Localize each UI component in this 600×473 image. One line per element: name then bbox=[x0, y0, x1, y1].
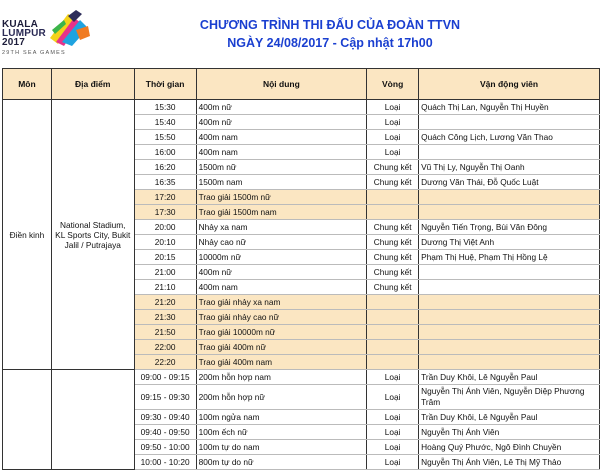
round-cell: Chung kết bbox=[367, 235, 419, 250]
table-header-row bbox=[3, 69, 600, 100]
time-cell: 17:20 bbox=[134, 190, 196, 205]
sport-cell bbox=[3, 370, 52, 470]
time-cell: 09:40 - 09:50 bbox=[134, 425, 196, 440]
time-cell: 22:00 bbox=[134, 340, 196, 355]
round-cell: Chung kết bbox=[367, 160, 419, 175]
time-cell: 16:35 bbox=[134, 175, 196, 190]
time-cell: 22:20 bbox=[134, 355, 196, 370]
time-cell: 15:40 bbox=[134, 115, 196, 130]
event-cell: 400m nam bbox=[196, 280, 367, 295]
venue-cell bbox=[51, 370, 134, 470]
event-cell: Trao giải 400m nữ bbox=[196, 340, 367, 355]
event-cell: 800m tự do nữ bbox=[196, 455, 367, 470]
event-cell: 10000m nữ bbox=[196, 250, 367, 265]
time-cell: 09:00 - 09:15 bbox=[134, 370, 196, 385]
venue-cell: National Stadium, KL Sports City, Bukit Jalil / Putrajaya bbox=[51, 100, 134, 370]
page-title: CHƯƠNG TRÌNH THI ĐẤU CỦA ĐOÀN TTVN bbox=[199, 18, 461, 32]
time-cell: 21:50 bbox=[134, 325, 196, 340]
schedule-table bbox=[2, 68, 600, 470]
athletes-cell bbox=[419, 355, 600, 370]
event-cell: Trao giải 10000m nữ bbox=[196, 325, 367, 340]
time-cell: 21:30 bbox=[134, 310, 196, 325]
athletes-cell bbox=[419, 190, 600, 205]
time-cell: 15:30 bbox=[134, 100, 196, 115]
col-header-event: Nội dung bbox=[196, 69, 367, 100]
athletes-cell: Vũ Thị Ly, Nguyễn Thị Oanh bbox=[419, 160, 600, 175]
time-cell: 09:50 - 10:00 bbox=[134, 440, 196, 455]
round-cell bbox=[367, 190, 419, 205]
event-cell: 400m nữ bbox=[196, 100, 367, 115]
time-cell: 16:20 bbox=[134, 160, 196, 175]
event-cell: Nhảy cao nữ bbox=[196, 235, 367, 250]
round-cell: Loại bbox=[367, 385, 419, 410]
time-cell: 20:10 bbox=[134, 235, 196, 250]
athletes-cell: Dương Văn Thái, Đỗ Quốc Luật bbox=[419, 175, 600, 190]
athletes-cell: Dương Thị Việt Anh bbox=[419, 235, 600, 250]
sea-games-logo bbox=[2, 8, 94, 60]
event-cell: 400m nam bbox=[196, 130, 367, 145]
time-cell: 17:30 bbox=[134, 205, 196, 220]
round-cell: Chung kết bbox=[367, 280, 419, 295]
athletes-cell bbox=[419, 295, 600, 310]
round-cell: Loại bbox=[367, 145, 419, 160]
round-cell bbox=[367, 310, 419, 325]
event-cell: Trao giải 400m nam bbox=[196, 355, 367, 370]
event-cell: 400m nữ bbox=[196, 115, 367, 130]
round-cell: Loại bbox=[367, 425, 419, 440]
athletes-cell bbox=[419, 115, 600, 130]
athletes-cell bbox=[419, 265, 600, 280]
time-cell: 21:10 bbox=[134, 280, 196, 295]
col-header-sport: Môn bbox=[3, 69, 52, 100]
athletes-cell bbox=[419, 145, 600, 160]
event-cell: 400m nam bbox=[196, 145, 367, 160]
round-cell: Loại bbox=[367, 100, 419, 115]
athletes-cell: Quách Thị Lan, Nguyễn Thị Huyền bbox=[419, 100, 600, 115]
time-cell: 21:00 bbox=[134, 265, 196, 280]
time-cell: 16:00 bbox=[134, 145, 196, 160]
athletes-cell: Nguyễn Thị Ánh Viên bbox=[419, 425, 600, 440]
time-cell: 20:00 bbox=[134, 220, 196, 235]
event-cell: Trao giải 1500m nữ bbox=[196, 190, 367, 205]
round-cell: Chung kết bbox=[367, 220, 419, 235]
event-cell: 200m hỗn hợp nam bbox=[196, 370, 367, 385]
table-row bbox=[3, 100, 600, 115]
athletes-cell: Nguyễn Thị Ánh Viên, Lê Thị Mỹ Thảo bbox=[419, 455, 600, 470]
round-cell: Chung kết bbox=[367, 175, 419, 190]
col-header-round: Vòng bbox=[367, 69, 419, 100]
event-cell: Trao giải nhảy cao nữ bbox=[196, 310, 367, 325]
athletes-cell bbox=[419, 205, 600, 220]
round-cell bbox=[367, 295, 419, 310]
round-cell: Loại bbox=[367, 115, 419, 130]
event-cell: Trao giải nhảy xa nam bbox=[196, 295, 367, 310]
athletes-cell: Nguyễn Thị Ánh Viên, Nguyễn Diệp Phương Trâm bbox=[419, 385, 600, 410]
logo-subtitle: 29TH SEA GAMES bbox=[2, 50, 66, 56]
time-cell: 20:15 bbox=[134, 250, 196, 265]
event-cell: 200m hỗn hợp nữ bbox=[196, 385, 367, 410]
time-cell: 09:30 - 09:40 bbox=[134, 410, 196, 425]
athletes-cell bbox=[419, 325, 600, 340]
logo-line2: LUMPUR bbox=[2, 28, 46, 39]
event-cell: Trao giải 1500m nam bbox=[196, 205, 367, 220]
event-cell: 1500m nam bbox=[196, 175, 367, 190]
event-cell: 100m tự do nam bbox=[196, 440, 367, 455]
round-cell bbox=[367, 355, 419, 370]
athletes-cell bbox=[419, 280, 600, 295]
event-cell: 100m ngửa nam bbox=[196, 410, 367, 425]
time-cell: 09:15 - 09:30 bbox=[134, 385, 196, 410]
athletes-cell: Trần Duy Khôi, Lê Nguyễn Paul bbox=[419, 410, 600, 425]
col-header-venue: Địa điểm bbox=[51, 69, 134, 100]
round-cell bbox=[367, 325, 419, 340]
logo-line1: KUALA bbox=[2, 19, 38, 30]
time-cell: 15:50 bbox=[134, 130, 196, 145]
col-header-time: Thời gian bbox=[134, 69, 196, 100]
athletes-cell: Quách Công Lịch, Lương Văn Thao bbox=[419, 130, 600, 145]
round-cell: Loại bbox=[367, 440, 419, 455]
athletes-cell: Phạm Thị Huệ, Phạm Thị Hồng Lệ bbox=[419, 250, 600, 265]
page-subtitle: NGÀY 24/08/2017 - Cập nhật 17h00 bbox=[227, 36, 433, 50]
round-cell: Loại bbox=[367, 455, 419, 470]
time-cell: 10:00 - 10:20 bbox=[134, 455, 196, 470]
event-cell: Nhảy xa nam bbox=[196, 220, 367, 235]
round-cell bbox=[367, 340, 419, 355]
round-cell: Loại bbox=[367, 410, 419, 425]
round-cell bbox=[367, 205, 419, 220]
col-header-athletes: Vận động viên bbox=[419, 69, 600, 100]
round-cell: Loại bbox=[367, 130, 419, 145]
athletes-cell: Hoàng Quý Phước, Ngô Đình Chuyền bbox=[419, 440, 600, 455]
sport-cell: Điền kinh bbox=[3, 100, 52, 370]
table-row bbox=[3, 370, 600, 385]
time-cell: 21:20 bbox=[134, 295, 196, 310]
event-cell: 100m ếch nữ bbox=[196, 425, 367, 440]
event-cell: 400m nữ bbox=[196, 265, 367, 280]
athletes-cell bbox=[419, 310, 600, 325]
round-cell: Chung kết bbox=[367, 250, 419, 265]
event-cell: 1500m nữ bbox=[196, 160, 367, 175]
round-cell: Loại bbox=[367, 370, 419, 385]
logo-line3: 2017 bbox=[2, 37, 26, 48]
athletes-cell: Nguyễn Tiến Trọng, Bùi Văn Đông bbox=[419, 220, 600, 235]
athletes-cell: Trần Duy Khôi, Lê Nguyễn Paul bbox=[419, 370, 600, 385]
round-cell: Chung kết bbox=[367, 265, 419, 280]
athletes-cell bbox=[419, 340, 600, 355]
